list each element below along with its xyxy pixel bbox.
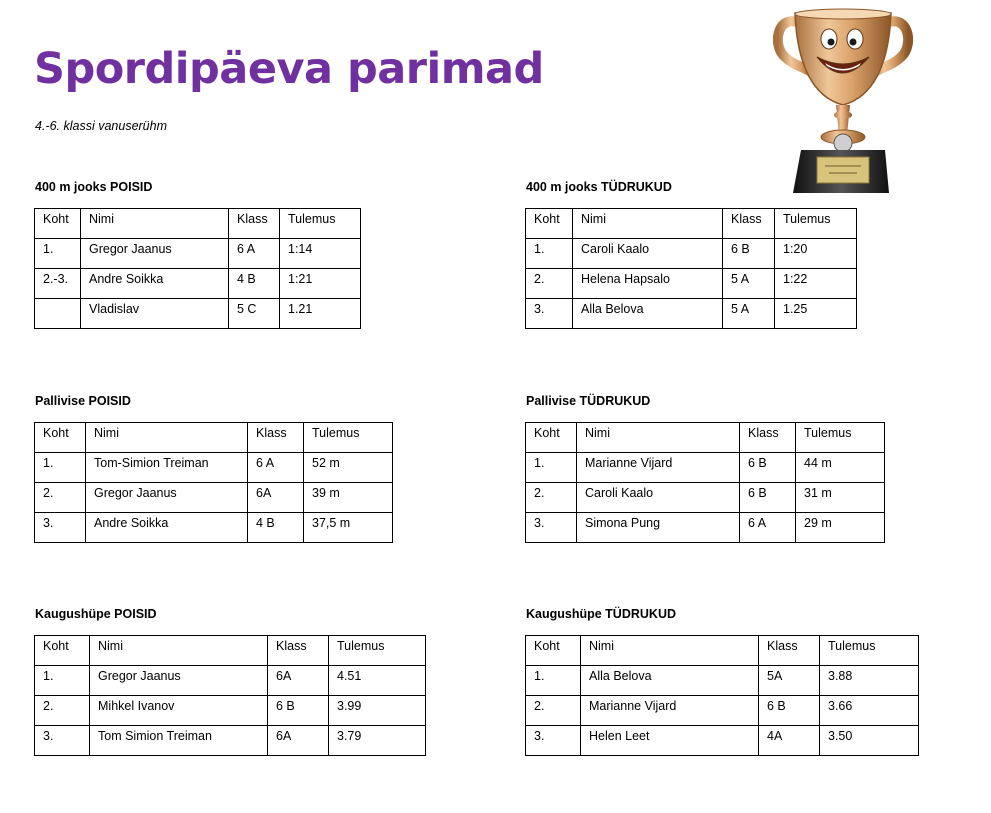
cell-result: 37,5 m — [304, 513, 393, 543]
section-ball-throw-girls — [525, 393, 885, 543]
table-row — [35, 453, 393, 483]
table-row — [35, 513, 393, 543]
cell-place: 1. — [526, 666, 581, 696]
cell-name: Andre Soikka — [81, 269, 229, 299]
cell-class: 4 B — [248, 513, 304, 543]
cell-class: 5A — [759, 666, 820, 696]
cell-name: Marianne Vijard — [577, 453, 740, 483]
section-400m-girls — [525, 179, 857, 329]
table-header-row — [526, 209, 857, 239]
column-header: Koht — [35, 209, 81, 239]
trophy-image — [773, 5, 913, 197]
cell-class: 4A — [759, 726, 820, 756]
results-table — [34, 208, 361, 329]
table-row — [526, 696, 919, 726]
cell-result: 1.25 — [775, 299, 857, 329]
cell-result: 1:22 — [775, 269, 857, 299]
table-row — [35, 726, 426, 756]
table-header-row — [526, 636, 919, 666]
cell-result: 52 m — [304, 453, 393, 483]
cell-name: Gregor Jaanus — [86, 483, 248, 513]
cell-name: Gregor Jaanus — [81, 239, 229, 269]
column-header: Nimi — [81, 209, 229, 239]
cell-result: 3.50 — [820, 726, 919, 756]
cell-class: 6 B — [740, 453, 796, 483]
cell-result: 1:14 — [280, 239, 361, 269]
column-header: Nimi — [577, 423, 740, 453]
cell-result: 1.21 — [280, 299, 361, 329]
cell-name: Helen Leet — [581, 726, 759, 756]
table-row — [526, 666, 919, 696]
cell-result: 3.66 — [820, 696, 919, 726]
column-header: Tulemus — [820, 636, 919, 666]
table-row — [526, 239, 857, 269]
section-heading: 400 m jooks POISID — [35, 180, 153, 194]
page-subtitle: 4.-6. klassi vanuserühm — [35, 119, 168, 133]
section-heading: Kaugushüpe TÜDRUKUD — [526, 607, 676, 621]
cell-place: 2.-3. — [35, 269, 81, 299]
cell-name: Gregor Jaanus — [90, 666, 268, 696]
column-header: Koht — [35, 423, 86, 453]
cell-name: Andre Soikka — [86, 513, 248, 543]
section-400m-boys — [34, 179, 361, 329]
cell-name: Marianne Vijard — [581, 696, 759, 726]
section-heading: Pallivise TÜDRUKUD — [526, 394, 651, 408]
cell-name: Alla Belova — [573, 299, 723, 329]
table-header-row — [35, 423, 393, 453]
column-header: Klass — [759, 636, 820, 666]
cell-place: 3. — [526, 726, 581, 756]
table-row — [35, 696, 426, 726]
cell-name: Mihkel Ivanov — [90, 696, 268, 726]
cell-result: 31 m — [796, 483, 885, 513]
cell-class: 4 B — [229, 269, 280, 299]
table-header-row — [35, 636, 426, 666]
cell-place: 1. — [35, 453, 86, 483]
cell-result: 1:20 — [775, 239, 857, 269]
cell-class: 6 B — [723, 239, 775, 269]
cell-class: 6A — [248, 483, 304, 513]
cell-class: 5 C — [229, 299, 280, 329]
cell-place: 2. — [526, 269, 573, 299]
cell-place: 2. — [35, 483, 86, 513]
table-row — [526, 453, 885, 483]
cell-place: 2. — [526, 696, 581, 726]
cell-result: 3.99 — [329, 696, 426, 726]
cell-place: 3. — [526, 513, 577, 543]
section-ball-throw-boys — [34, 393, 393, 543]
section-long-jump-girls — [525, 606, 919, 756]
cell-name: Caroli Kaalo — [573, 239, 723, 269]
results-table — [525, 635, 919, 756]
page-title: Spordipäeva parimad — [34, 44, 544, 94]
cell-place: 1. — [526, 453, 577, 483]
cell-result: 3.88 — [820, 666, 919, 696]
cell-class: 6 B — [759, 696, 820, 726]
column-header: Nimi — [581, 636, 759, 666]
table-header-row — [35, 209, 361, 239]
cell-name: Simona Pung — [577, 513, 740, 543]
cell-class: 6 B — [268, 696, 329, 726]
cell-place — [35, 299, 81, 329]
cell-class: 6A — [268, 726, 329, 756]
cell-class: 6 A — [248, 453, 304, 483]
column-header: Nimi — [86, 423, 248, 453]
column-header: Tulemus — [329, 636, 426, 666]
column-header: Klass — [248, 423, 304, 453]
cell-name: Alla Belova — [581, 666, 759, 696]
table-row — [526, 269, 857, 299]
cell-name: Tom-Simion Treiman — [86, 453, 248, 483]
column-header: Tulemus — [796, 423, 885, 453]
cell-class: 5 A — [723, 299, 775, 329]
section-long-jump-boys — [34, 606, 426, 756]
section-heading: Kaugushüpe POISID — [35, 607, 157, 621]
table-row — [35, 299, 361, 329]
column-header: Klass — [268, 636, 329, 666]
column-header: Klass — [740, 423, 796, 453]
cell-place: 1. — [35, 666, 90, 696]
cell-result: 29 m — [796, 513, 885, 543]
cell-name: Vladislav — [81, 299, 229, 329]
cell-result: 39 m — [304, 483, 393, 513]
cell-place: 3. — [35, 726, 90, 756]
results-table — [34, 422, 393, 543]
table-row — [526, 726, 919, 756]
cell-place: 2. — [35, 696, 90, 726]
column-header: Koht — [526, 636, 581, 666]
section-heading: 400 m jooks TÜDRUKUD — [526, 180, 672, 194]
table-row — [35, 269, 361, 299]
table-row — [526, 483, 885, 513]
cell-class: 6A — [268, 666, 329, 696]
column-header: Tulemus — [304, 423, 393, 453]
section-heading: Pallivise POISID — [35, 394, 131, 408]
cell-class: 6 B — [740, 483, 796, 513]
cell-result: 3.79 — [329, 726, 426, 756]
column-header: Koht — [526, 423, 577, 453]
cell-name: Tom Simion Treiman — [90, 726, 268, 756]
table-header-row — [526, 423, 885, 453]
cell-result: 1:21 — [280, 269, 361, 299]
cell-class: 6 A — [740, 513, 796, 543]
table-row — [526, 299, 857, 329]
column-header: Klass — [723, 209, 775, 239]
table-row — [526, 513, 885, 543]
cell-class: 5 A — [723, 269, 775, 299]
cell-place: 2. — [526, 483, 577, 513]
cell-name: Caroli Kaalo — [577, 483, 740, 513]
column-header: Tulemus — [280, 209, 361, 239]
column-header: Klass — [229, 209, 280, 239]
results-table — [525, 208, 857, 329]
table-row — [35, 666, 426, 696]
results-table — [525, 422, 885, 543]
column-header: Koht — [526, 209, 573, 239]
cell-place: 3. — [35, 513, 86, 543]
cell-place: 1. — [35, 239, 81, 269]
column-header: Nimi — [90, 636, 268, 666]
column-header: Tulemus — [775, 209, 857, 239]
column-header: Koht — [35, 636, 90, 666]
cell-name: Helena Hapsalo — [573, 269, 723, 299]
column-header: Nimi — [573, 209, 723, 239]
cell-result: 4.51 — [329, 666, 426, 696]
cell-place: 3. — [526, 299, 573, 329]
table-row — [35, 239, 361, 269]
table-row — [35, 483, 393, 513]
cell-result: 44 m — [796, 453, 885, 483]
results-table — [34, 635, 426, 756]
cell-place: 1. — [526, 239, 573, 269]
cell-class: 6 A — [229, 239, 280, 269]
